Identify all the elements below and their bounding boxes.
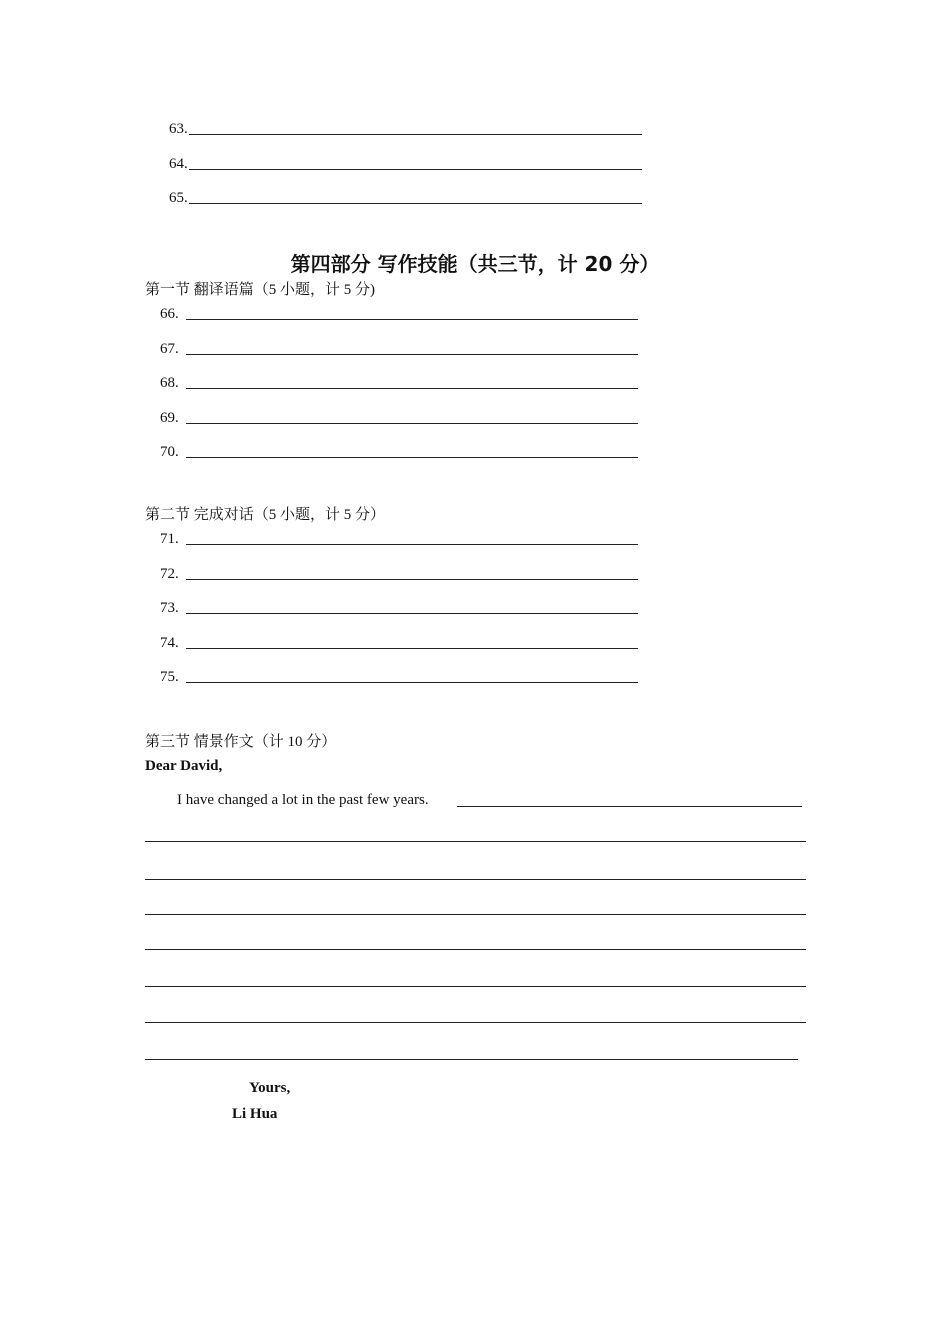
composition-line[interactable] (145, 841, 806, 842)
item-number: 64. (169, 156, 188, 172)
item-number: 69. (160, 410, 179, 426)
section-2-heading: 第二节 完成对话（5 小题，计 5 分） (145, 507, 386, 523)
composition-line[interactable] (145, 949, 806, 950)
composition-line[interactable] (145, 1022, 806, 1023)
item-number: 66. (160, 306, 179, 322)
item-number: 71. (160, 531, 179, 547)
composition-line[interactable] (145, 986, 806, 987)
answer-blank[interactable] (189, 169, 642, 170)
letter-salutation: Dear David, (145, 758, 223, 774)
item-number: 65. (169, 190, 188, 206)
answer-blank[interactable] (186, 457, 638, 458)
item-number: 73. (160, 600, 179, 616)
item-number: 74. (160, 635, 179, 651)
answer-blank[interactable] (186, 319, 638, 320)
answer-blank[interactable] (186, 423, 638, 424)
composition-opening: I have changed a lot in the past few years. (177, 792, 429, 808)
letter-closing: Yours, (249, 1080, 291, 1096)
item-number: 68. (160, 375, 179, 391)
item-number: 75. (160, 669, 179, 685)
letter-signature: Li Hua (232, 1106, 278, 1122)
composition-line[interactable] (145, 914, 806, 915)
answer-blank[interactable] (189, 203, 642, 204)
answer-blank[interactable] (186, 354, 638, 355)
composition-line[interactable] (145, 1059, 798, 1060)
answer-blank[interactable] (186, 579, 638, 580)
answer-blank[interactable] (186, 648, 638, 649)
composition-line[interactable] (145, 879, 806, 880)
part-title: 第四部分 写作技能（共三节，计 20 分） (290, 252, 660, 276)
item-number: 67. (160, 341, 179, 357)
item-number: 72. (160, 566, 179, 582)
composition-blank[interactable] (457, 806, 802, 807)
section-3-heading: 第三节 情景作文（计 10 分） (145, 734, 337, 750)
section-1-heading: 第一节 翻译语篇（5 小题，计 5 分) (145, 282, 375, 298)
answer-blank[interactable] (186, 682, 638, 683)
answer-blank[interactable] (189, 134, 642, 135)
item-number: 70. (160, 444, 179, 460)
answer-blank[interactable] (186, 388, 638, 389)
answer-blank[interactable] (186, 613, 638, 614)
answer-blank[interactable] (186, 544, 638, 545)
item-number: 63. (169, 121, 188, 137)
